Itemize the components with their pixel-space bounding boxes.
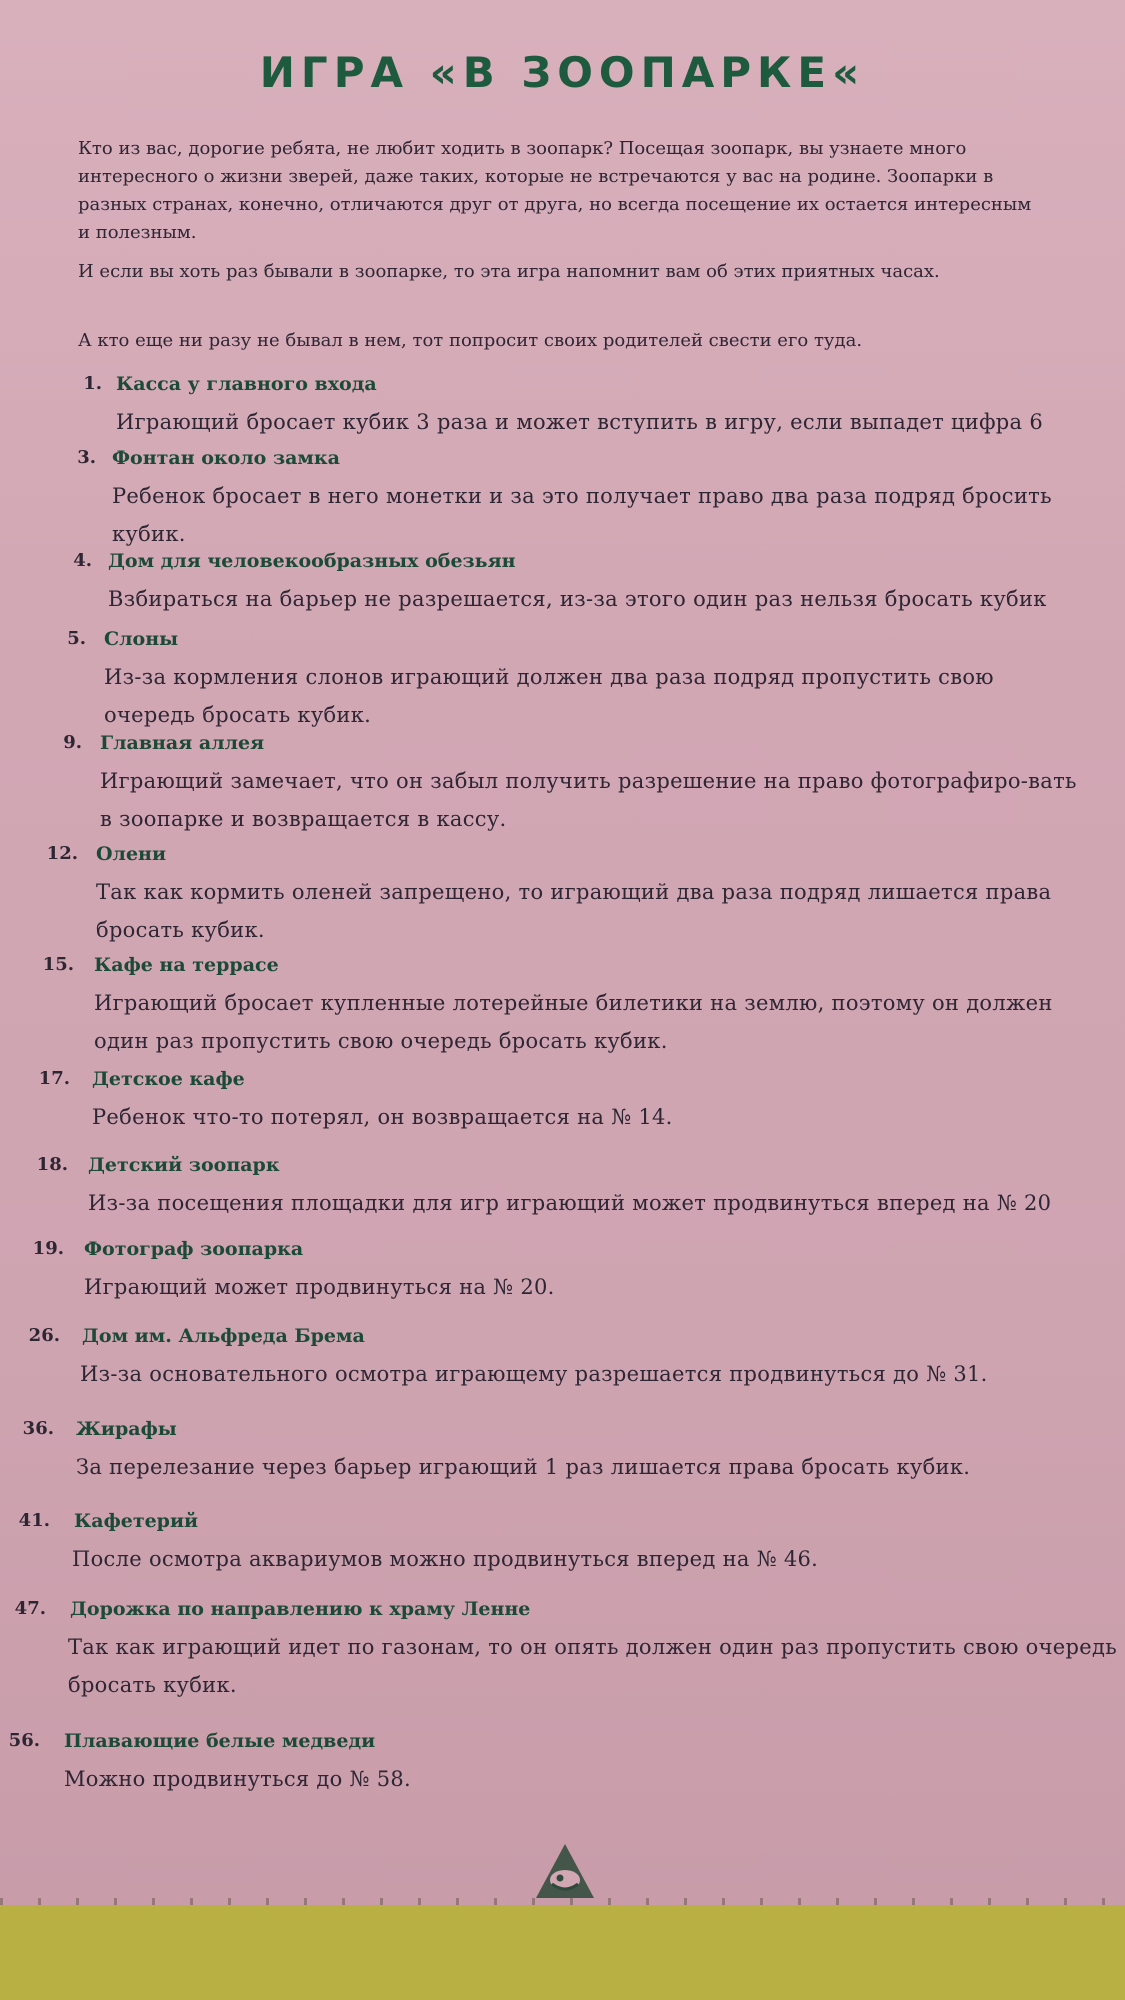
rule-number: 4. bbox=[73, 550, 92, 571]
rule-number: 26. bbox=[28, 1325, 60, 1346]
rule-heading: Фотограф зоопарка bbox=[84, 1238, 304, 1260]
rule-text: Так как кормить оленей запрещено, то играющий два раза подряд лишается права бросать кубик. bbox=[96, 880, 1052, 942]
rule-number: 41. bbox=[18, 1510, 50, 1531]
rule-text: Можно продвинуться до № 58. bbox=[64, 1767, 411, 1791]
rule-text: Так как играющий идет по газонам, то он опять должен один раз пропустить свою очередь бросать кубик. bbox=[68, 1635, 1117, 1697]
intro-paragraph-1: Кто из вас, дорогие ребята, не любит ходить в зоопарк? Посещая зоопарк, вы узнаете много интересного о жизни зверей, даже таких, которые не встречаются у вас на родине. Зоопарки в разных странах, конечно, отличаются друг от друга, но всегда посещение их остается интересным и полезным. bbox=[78, 138, 1032, 243]
page-title: ИГРА «В ЗООПАРКЕ« bbox=[259, 48, 866, 97]
rule-text: После осмотра аквариумов можно продвинуться вперед на № 46. bbox=[72, 1547, 819, 1571]
rule-heading: Детский зоопарк bbox=[88, 1154, 280, 1176]
rule-heading: Фонтан около замка bbox=[112, 447, 340, 469]
rule-text: Играющий бросает купленные лотерейные билетики на землю, поэтому он должен один раз пропустить свою очередь бросать кубик. bbox=[94, 991, 1053, 1053]
rule-number: 5. bbox=[67, 628, 86, 649]
rule-number: 15. bbox=[42, 954, 74, 975]
rule-heading: Кафетерий bbox=[74, 1510, 199, 1532]
rule-text: Играющий бросает кубик 3 раза и может вступить в игру, если выпадет цифра 6 bbox=[116, 410, 1044, 434]
bottom-band bbox=[0, 1905, 1125, 2000]
rule-heading: Кафе на террасе bbox=[94, 954, 279, 976]
rule-heading: Дом для человекообразных обезьян bbox=[108, 550, 516, 572]
rule-text: Играющий замечает, что он забыл получить разрешение на право фотографиро-вать в зоопарке и возвращается в кассу. bbox=[100, 769, 1077, 831]
rule-number: 19. bbox=[32, 1238, 64, 1259]
rule-text: Взбираться на барьер не разрешается, из-за этого один раз нельзя бросать кубик bbox=[108, 587, 1047, 611]
rule-heading: Плавающие белые медведи bbox=[64, 1730, 376, 1752]
rule-text: Из-за основательного осмотра играющему разрешается продвинуться до № 31. bbox=[80, 1362, 988, 1386]
rule-text: Из-за посещения площадки для игр играющий может продвинуться вперед на № 20 bbox=[88, 1191, 1052, 1215]
rule-heading: Олени bbox=[96, 843, 167, 865]
rule-text: Ребенок что-то потерял, он возвращается на № 14. bbox=[92, 1105, 673, 1129]
rule-heading: Главная аллея bbox=[100, 732, 265, 754]
intro-paragraph-2: И если вы хоть раз бывали в зоопарке, то эта игра напомнит вам об этих приятных часах. bbox=[78, 261, 940, 282]
rule-text: Играющий может продвинуться на № 20. bbox=[84, 1275, 555, 1299]
rule-number: 1. bbox=[83, 373, 102, 394]
rule-number: 56. bbox=[8, 1730, 40, 1751]
rule-number: 47. bbox=[14, 1598, 46, 1619]
rule-heading: Слоны bbox=[104, 628, 179, 650]
rule-number: 12. bbox=[46, 843, 78, 864]
rule-text: За перелезание через барьер играющий 1 раз лишается права бросать кубик. bbox=[76, 1455, 971, 1479]
intro-paragraph-3: А кто еще ни разу не бывал в нем, тот попросит своих родителей свести его туда. bbox=[78, 330, 863, 351]
rule-heading: Дорожка по направлению к храму Ленне bbox=[70, 1598, 531, 1620]
rule-heading: Детское кафе bbox=[92, 1068, 245, 1090]
rule-text: Из-за кормления слонов играющий должен два раза подряд пропустить свою очередь бросать кубик. bbox=[104, 665, 994, 727]
rule-number: 18. bbox=[36, 1154, 68, 1175]
rule-number: 3. bbox=[77, 447, 96, 468]
rule-heading: Касса у главного входа bbox=[116, 373, 377, 395]
rule-number: 9. bbox=[63, 732, 82, 753]
rule-text: Ребенок бросает в него монетки и за это получает право два раза подряд бросить кубик. bbox=[112, 484, 1052, 546]
bird-logo-icon bbox=[530, 1840, 600, 1902]
rule-heading: Дом им. Альфреда Брема bbox=[82, 1325, 365, 1347]
rule-number: 17. bbox=[38, 1068, 70, 1089]
rule-number: 36. bbox=[22, 1418, 54, 1439]
rule-heading: Жирафы bbox=[76, 1418, 177, 1440]
